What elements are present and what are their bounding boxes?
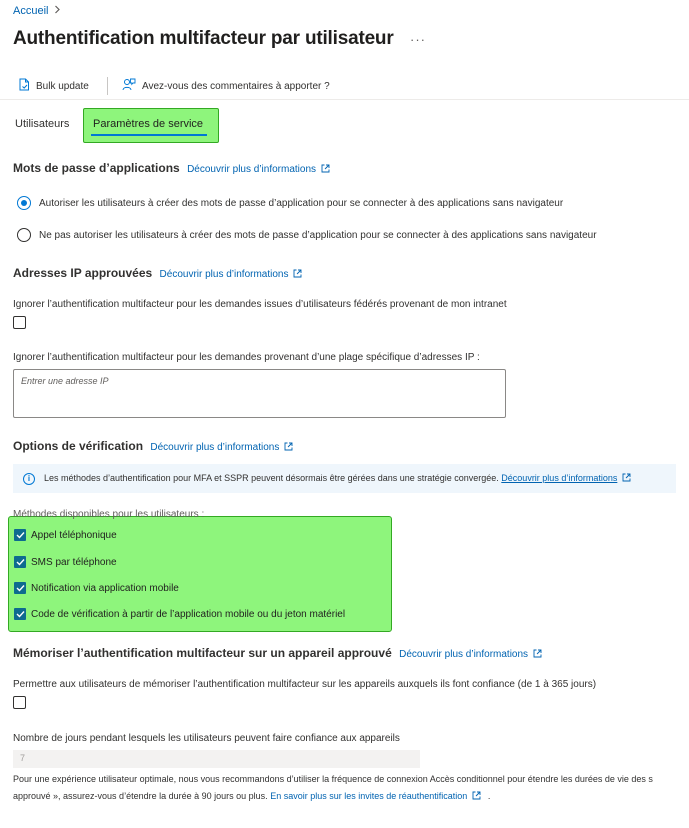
checkbox-checked-icon[interactable]: [14, 608, 26, 620]
trusted-ips-title: Adresses IP approuvées: [13, 266, 153, 280]
remember-note-line2: [13, 791, 490, 802]
radio-deny-app-passwords[interactable]: [17, 228, 597, 242]
info-banner-text: [44, 473, 631, 484]
app-passwords-title: Mots de passe d’applications: [13, 161, 180, 175]
remember-mfa-learn-more-link[interactable]: [399, 649, 542, 660]
trusted-ips-learn-more-link[interactable]: [160, 269, 303, 280]
method-app-notification[interactable]: [14, 582, 179, 594]
verification-learn-more-text: Découvrir plus d’informations: [150, 442, 280, 453]
tab-service-settings[interactable]: Paramètres de service: [93, 118, 204, 130]
radio-allow-app-passwords[interactable]: [17, 196, 563, 210]
verification-heading: [13, 439, 293, 454]
app-passwords-learn-more-link[interactable]: [187, 164, 330, 175]
external-link-icon: [472, 791, 481, 802]
remember-note-line1: Pour une expérience utilisateur optimale, nous vous recommandons d’utiliser la fréquence de connexion Accès conditionnel pour étendre les durées de vie des s: [13, 774, 653, 784]
external-link-icon: [321, 164, 330, 176]
remember-mfa-learn-more-text: Découvrir plus d’informations: [399, 649, 529, 660]
chevron-right-icon: [54, 5, 61, 17]
radio-deny-label: Ne pas autoriser les utilisateurs à créer des mots de passe d’application pour se connecter à des applications sans navigateur: [39, 229, 597, 241]
radio-button[interactable]: [17, 196, 31, 210]
more-options-icon[interactable]: ···: [410, 32, 426, 47]
external-link-icon: [284, 442, 293, 454]
tab-selected-underline: [91, 134, 207, 136]
toolbar-divider: [107, 77, 108, 95]
method-app-notification-label: Notification via application mobile: [31, 582, 179, 594]
command-bar: [0, 72, 689, 100]
info-text: Les méthodes d’authentification pour MFA et SSPR peuvent désormais être gérées dans une stratégie convergée.: [44, 473, 499, 483]
remember-days-label: Nombre de jours pendant lesquels les utilisateurs peuvent faire confiance aux appareils: [13, 733, 400, 744]
remember-days-input[interactable]: [13, 750, 420, 768]
ip-address-textarea[interactable]: [13, 369, 506, 418]
feedback-label: Avez-vous des commentaires à apporter ?: [142, 80, 330, 92]
tab-users[interactable]: Utilisateurs: [15, 118, 70, 130]
checkbox-checked-icon[interactable]: [14, 529, 26, 541]
checkbox-checked-icon[interactable]: [14, 556, 26, 568]
info-icon: i: [23, 473, 35, 485]
trusted-ips-learn-more-text: Découvrir plus d’informations: [159, 269, 289, 280]
breadcrumb-home-link[interactable]: Accueil: [13, 5, 49, 17]
tab-bar: [0, 108, 689, 144]
reauth-prompts-link[interactable]: En savoir plus sur les invites de réauthentification: [270, 791, 468, 801]
document-icon: [18, 78, 30, 94]
remember-note-text: approuvé », assurez-vous d’étendre la durée à 90 jours ou plus.: [13, 791, 268, 801]
verification-learn-more-link[interactable]: [150, 442, 293, 453]
external-link-icon: [622, 473, 631, 484]
methods-label: Méthodes disponibles pour les utilisateurs :: [13, 509, 205, 520]
method-sms-label: SMS par téléphone: [31, 556, 117, 568]
breadcrumb: [13, 5, 61, 17]
trusted-ips-heading: [13, 266, 302, 281]
info-banner: [13, 464, 676, 493]
method-phone-call-label: Appel téléphonique: [31, 529, 117, 541]
app-passwords-learn-more-text: Découvrir plus d’informations: [187, 164, 317, 175]
remember-allow-label: Permettre aux utilisateurs de mémoriser l’authentification multifacteur sur les appareils auxquels ils font confiance (de 1 à 365 jours): [13, 679, 597, 690]
feedback-person-icon: [122, 78, 136, 94]
remember-mfa-heading: [13, 646, 542, 661]
method-verification-code-label: Code de vérification à partir de l’application mobile ou du jeton matériel: [31, 608, 346, 620]
remember-allow-checkbox[interactable]: [13, 696, 26, 709]
method-phone-call[interactable]: [14, 529, 117, 541]
method-verification-code[interactable]: [14, 608, 345, 620]
skip-federated-checkbox[interactable]: [13, 316, 26, 329]
bulk-update-button[interactable]: [18, 78, 89, 94]
app-passwords-heading: [13, 161, 330, 176]
radio-allow-label: Autoriser les utilisateurs à créer des mots de passe d’application pour se connecter à des applications sans navigateur: [39, 197, 564, 209]
page-title: Authentification multifacteur par utilisateur: [13, 28, 394, 49]
feedback-button[interactable]: [122, 78, 330, 94]
verification-title: Options de vérification: [13, 439, 144, 453]
remember-mfa-title: Mémoriser l’authentification multifacteur sur un appareil approuvé: [13, 646, 392, 660]
skip-ip-range-label: Ignorer l’authentification multifacteur pour les demandes provenant d’une plage spécifique d’adresses IP :: [13, 352, 480, 363]
radio-button[interactable]: [17, 228, 31, 242]
ip-address-placeholder: Entrer une adresse IP: [21, 376, 109, 386]
remember-note-end: .: [487, 791, 491, 801]
method-sms[interactable]: [14, 556, 117, 568]
checkbox-checked-icon[interactable]: [14, 582, 26, 594]
external-link-icon: [533, 649, 542, 661]
bulk-update-label: Bulk update: [36, 80, 89, 92]
external-link-icon: [293, 269, 302, 281]
remember-days-value: 7: [20, 753, 26, 763]
skip-federated-label: Ignorer l’authentification multifacteur pour les demandes issues d’utilisateurs fédérés provenant de mon intranet: [13, 299, 507, 310]
info-learn-more-link[interactable]: Découvrir plus d’informations: [501, 473, 618, 483]
